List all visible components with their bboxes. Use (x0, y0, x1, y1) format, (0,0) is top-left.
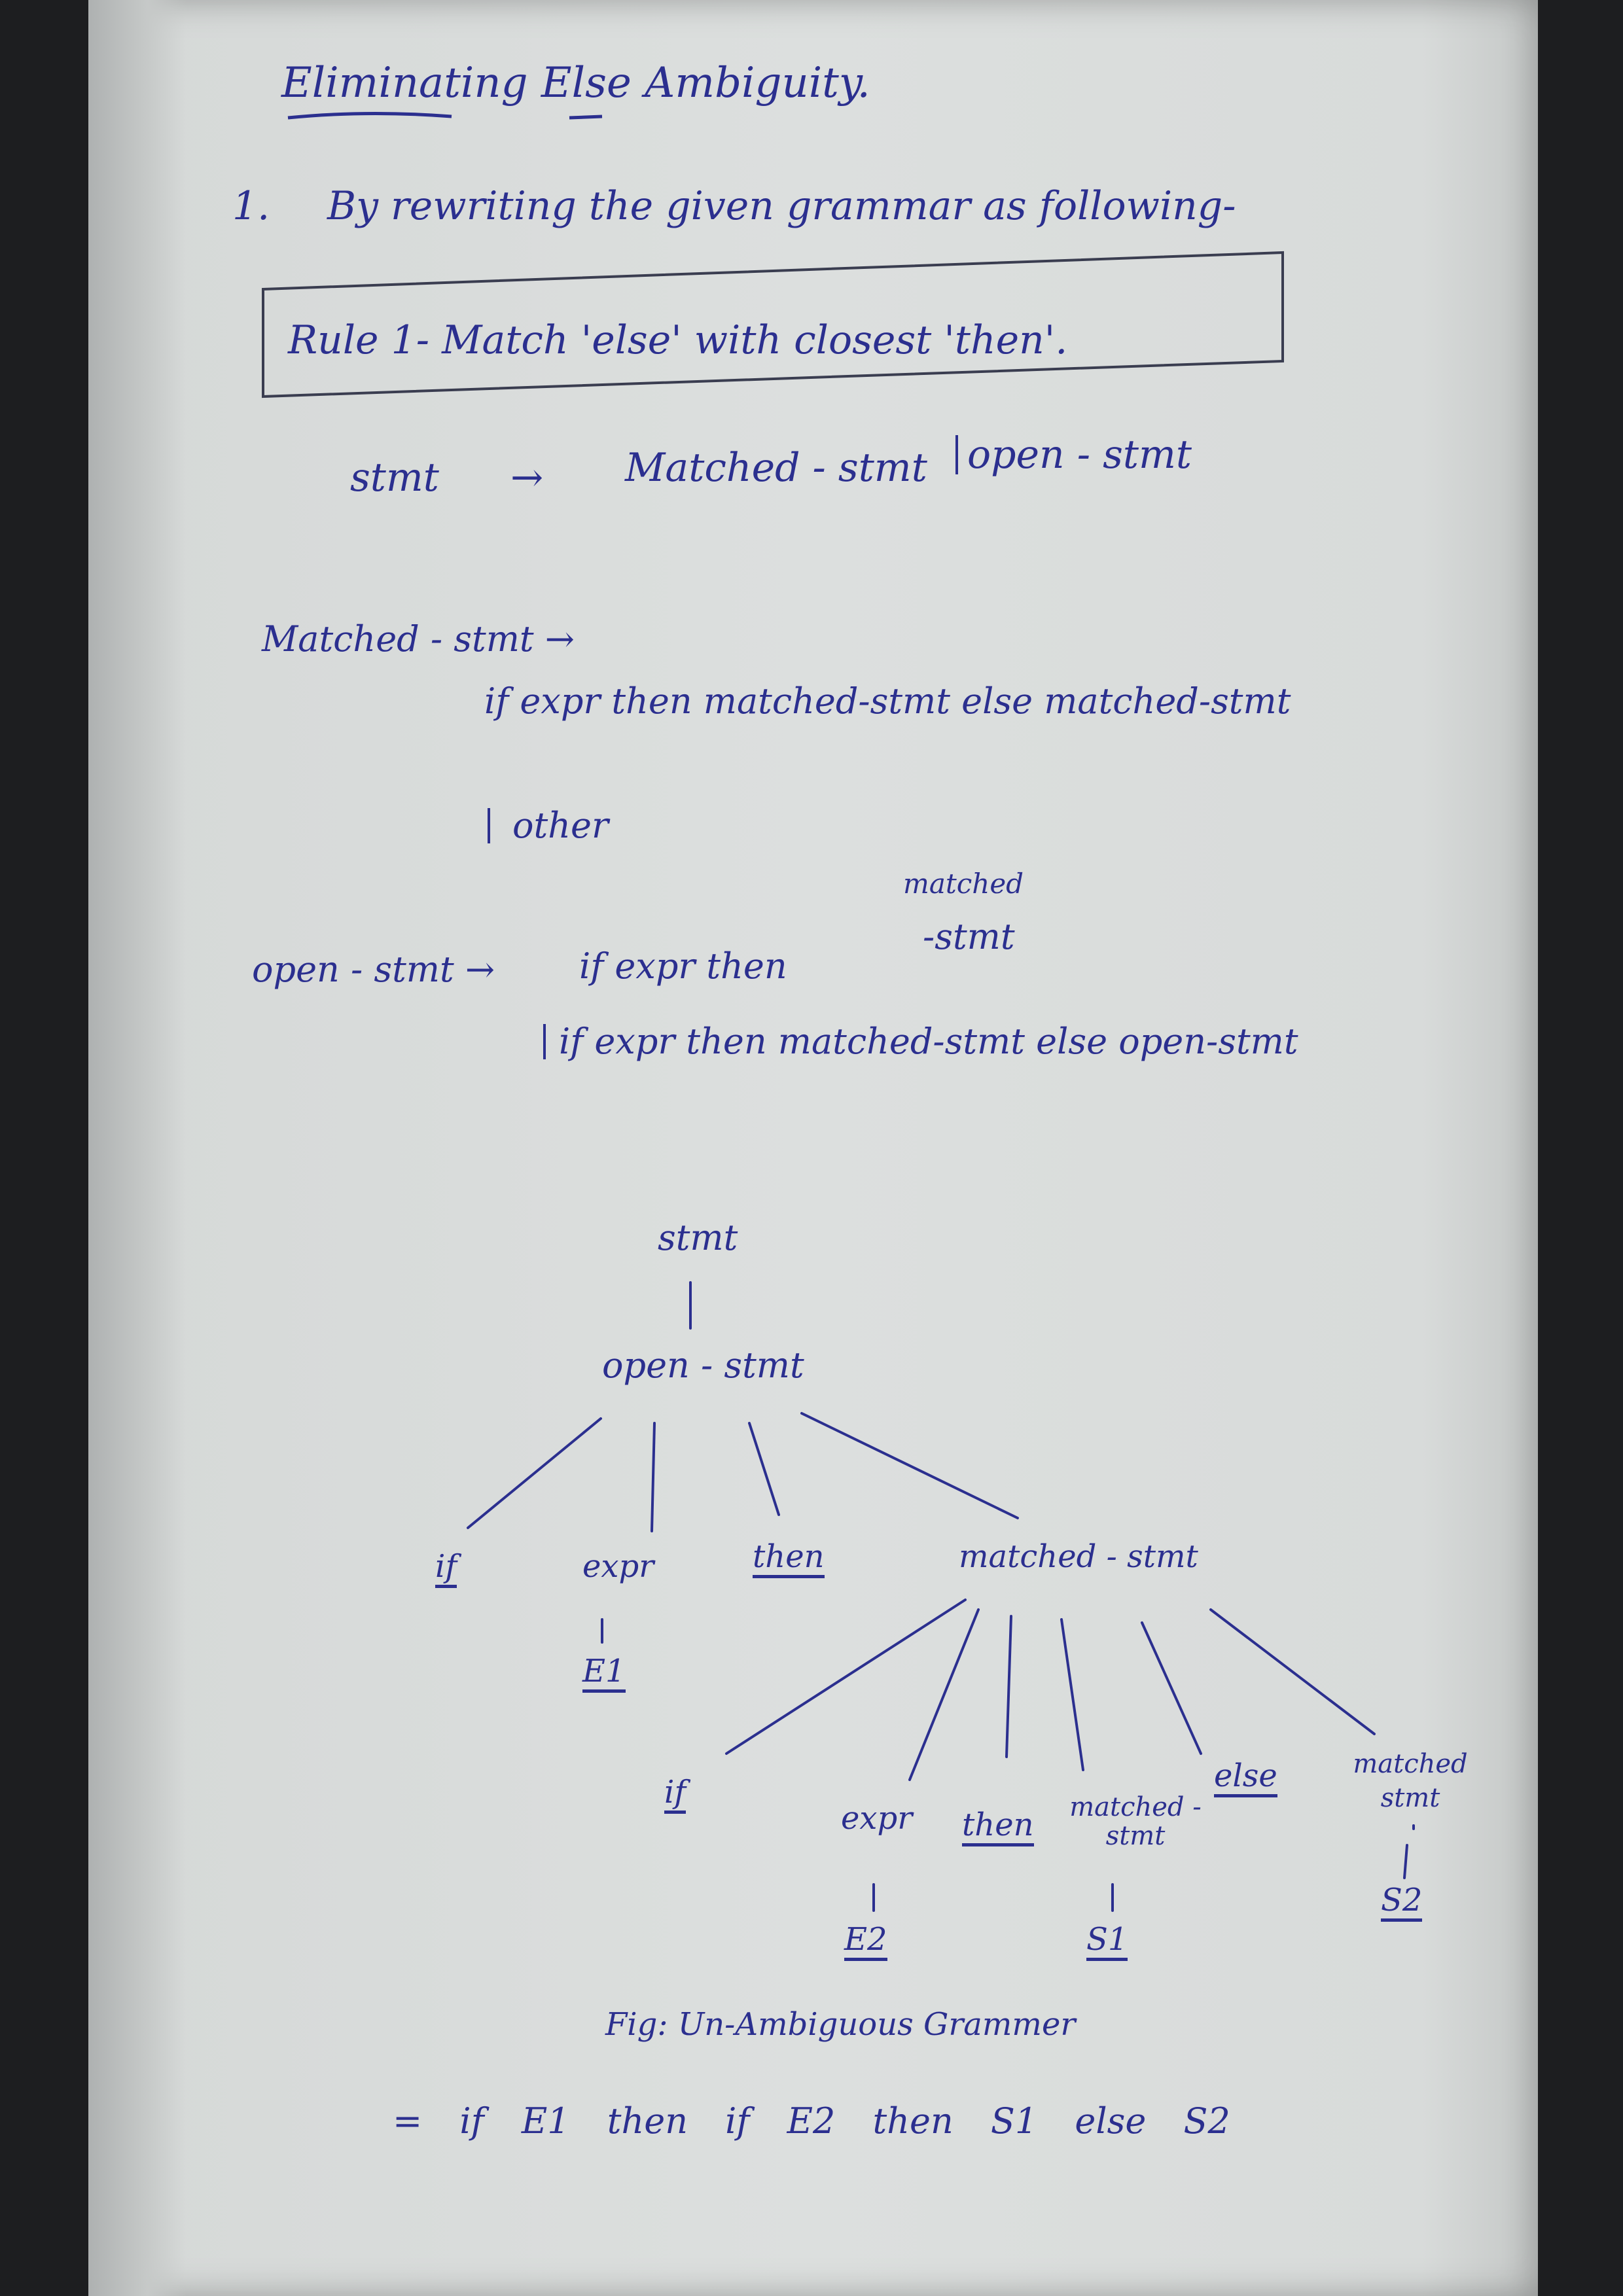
open-alt-1-end: -stmt (923, 916, 1015, 957)
tree-root-stmt: stmt (658, 1217, 738, 1258)
tree-then-2: then (962, 1809, 1034, 1846)
derived-sentence: = if E1 then if E2 then S1 else S2 (393, 2100, 1230, 2142)
tree-leaf-s2: S2 (1381, 1884, 1422, 1922)
tree-leaf-e2: E2 (844, 1924, 887, 1961)
figure-caption: Fig: Un-Ambiguous Grammer (605, 2006, 1076, 2043)
tree-leaf-e1: E1 (582, 1655, 626, 1693)
matched-lhs: Matched - stmt → (262, 618, 575, 660)
open-alt-2: if expr then matched-stmt else open-stmt (543, 1024, 1298, 1059)
tree-open-stmt: open - stmt (602, 1345, 804, 1386)
tree-leaf-s1: S1 (1086, 1924, 1128, 1961)
tree-matched-stmt-1: matched - stmt (959, 1538, 1198, 1575)
stmt-rhs-open: open - stmt (955, 435, 1192, 474)
stmt-arrow: → (510, 455, 544, 501)
tree-if-2: if (664, 1776, 686, 1814)
tree-then-1: then (753, 1541, 825, 1578)
tree-if-1: if (435, 1551, 457, 1588)
open-alt-1-start: if expr then (579, 945, 787, 987)
intro-number: 1. (232, 183, 270, 229)
matched-alt-2: other (488, 808, 609, 843)
stmt-lhs: stmt (350, 455, 439, 501)
matched-alt-1: if expr then matched-stmt else matched-stmt (484, 680, 1291, 722)
open-lhs: open - stmt → (252, 949, 495, 990)
tree-else: else (1214, 1760, 1277, 1797)
tree-matched-stmt-2: matched - stmt (1069, 1792, 1202, 1851)
tree-expr-2: expr (841, 1800, 913, 1837)
rule-text: Rule 1- Match 'else' with closest 'then'. (288, 317, 1068, 363)
stmt-rhs-matched: Matched - stmt (625, 445, 927, 491)
tree-matched-stmt-3: matched stmt (1353, 1749, 1468, 1813)
intro-text: By rewriting the given grammar as following- (327, 183, 1236, 229)
page-title: Eliminating Else Ambiguity. (281, 59, 870, 107)
tree-expr-1: expr (582, 1548, 654, 1585)
open-alt-1-insert: matched (903, 868, 1024, 900)
